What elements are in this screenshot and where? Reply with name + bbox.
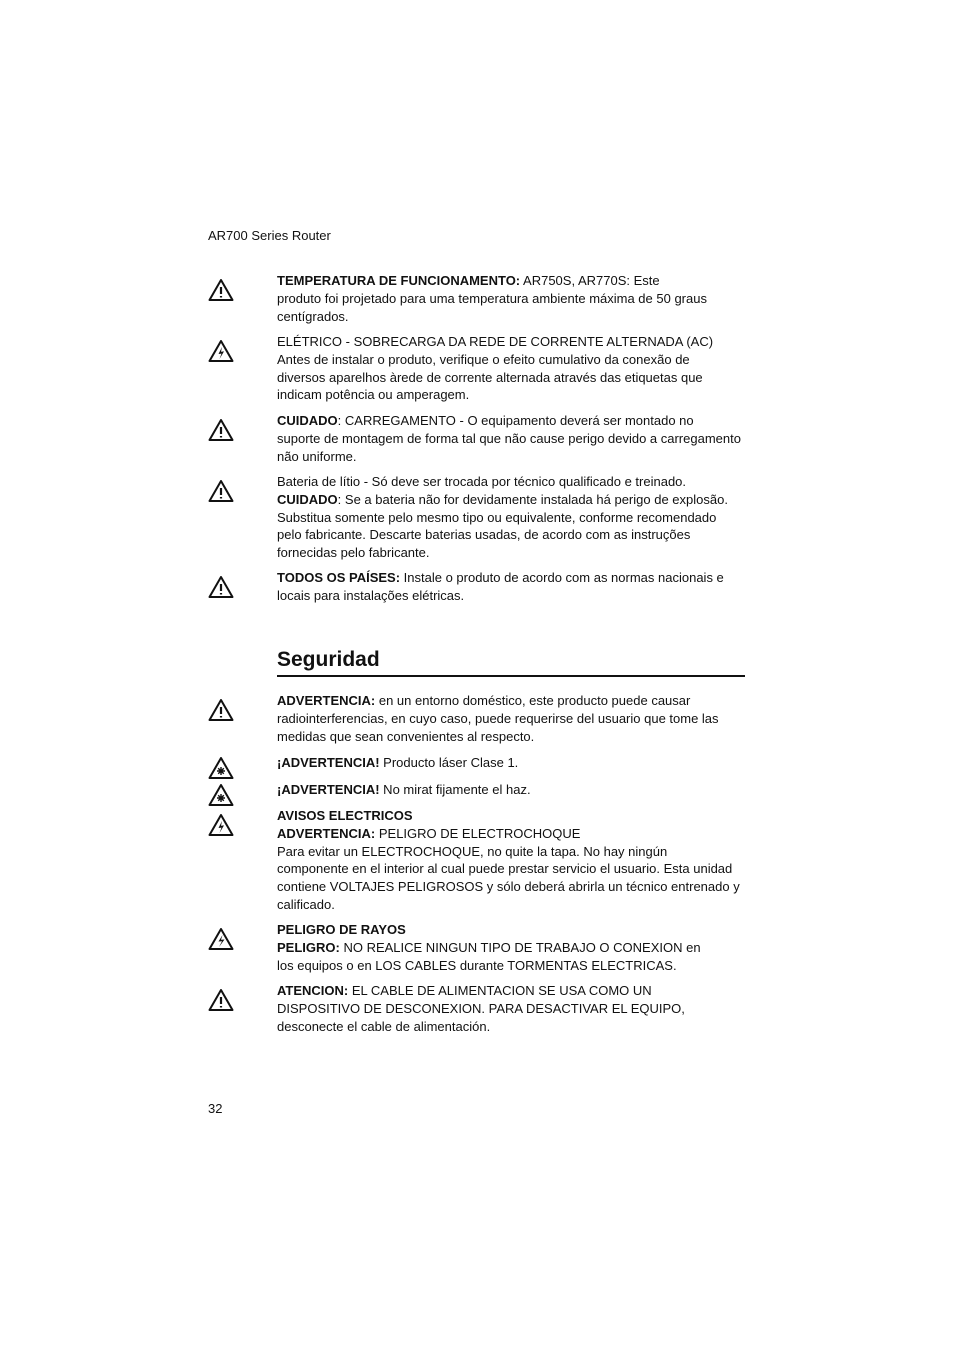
warning-text [277, 473, 747, 562]
warning-label: CUIDADO [277, 413, 338, 428]
warning-body: centígrados. [277, 308, 349, 324]
warning-item [208, 754, 748, 776]
warning-body: No mirat fijamente el haz. [379, 782, 531, 797]
warning-line [277, 569, 747, 587]
warning-body: radiointerferencias, en cuyo caso, puede requerirse del usuario que tome las [277, 710, 719, 726]
warning-body: desconecte el cable de alimentación. [277, 1018, 491, 1034]
warning-line [277, 692, 747, 710]
warning-text [277, 569, 747, 605]
warning-line [277, 412, 747, 430]
warning-triangle-icon [208, 575, 234, 599]
warning-triangle-icon [208, 988, 234, 1012]
warning-body: contiene VOLTAJES PELIGROSOS y sólo deberá abrirla un técnico entrenado y [277, 879, 740, 895]
warning-label: ¡ADVERTENCIA! [277, 782, 380, 797]
warning-line [277, 921, 747, 939]
warning-line [277, 386, 747, 404]
warning-label: ¡ADVERTENCIA! [277, 755, 380, 770]
warning-body: não uniforme. [277, 448, 357, 464]
warning-body: NO REALICE NINGUN TIPO DE TRABAJO O CONEXION en [339, 939, 701, 955]
warning-line [277, 781, 747, 799]
warning-line [277, 982, 747, 1000]
warning-item [208, 272, 748, 328]
warning-line [277, 843, 747, 861]
warning-body: ELÉTRICO - SOBRECARGA DA REDE DE CORRENTE ALTERNADA (AC) [277, 334, 714, 349]
warning-line [277, 290, 747, 308]
warning-text [277, 692, 747, 745]
warning-item [208, 807, 748, 917]
warning-line [277, 272, 747, 290]
warning-body: : Se a bateria não for devidamente instalada há perigo de explosão. [337, 491, 728, 507]
warning-label: TODOS OS PAÍSES: [277, 570, 401, 585]
warning-line [277, 448, 747, 466]
warning-body: componente en el interior al cual puede prestar servicio el usuario. Esta unidad [277, 861, 733, 877]
warning-body: AR750S, AR770S: Este [520, 273, 660, 288]
warning-label: TEMPERATURA DE FUNCIONAMENTO: [277, 273, 521, 288]
section-title-seguridad: Seguridad [277, 648, 745, 677]
warning-item [208, 982, 748, 1038]
warning-label: ADVERTENCIA: [277, 693, 376, 708]
warning-body: diversos aparelhos àrede de corrente alternada através das etiquetas que [277, 369, 703, 385]
warning-line [277, 860, 747, 878]
warning-label: ATENCION: [277, 983, 349, 998]
warning-item [208, 412, 748, 468]
warning-line [277, 526, 747, 544]
warning-line [277, 896, 747, 914]
warning-line [277, 710, 747, 728]
laser-warning-triangle-icon [208, 756, 234, 780]
warning-item [208, 473, 748, 565]
warning-body: Antes de instalar o produto, verifique o efeito cumulativo da conexão de [277, 351, 690, 367]
warning-body: Bateria de lítio - Só deve ser trocada por técnico qualificado e treinado. [277, 474, 687, 489]
warning-line [277, 351, 747, 369]
warning-line [277, 807, 747, 825]
page-number: 32 [208, 1101, 223, 1116]
warning-line [277, 430, 747, 448]
warning-line [277, 491, 747, 509]
warning-line [277, 939, 747, 957]
warning-body: pelo fabricante. Descarte baterias usadas, de acordo com as instruções [277, 527, 691, 543]
warning-label: CUIDADO [277, 491, 338, 507]
warning-text [277, 412, 747, 465]
warning-line [277, 728, 747, 746]
warning-body: Para evitar un ELECTROCHOQUE, no quite la tapa. No hay ningún [277, 843, 668, 859]
warning-line [277, 957, 747, 975]
warning-body: los equipos o en LOS CABLES durante TORMENTAS ELECTRICAS. [277, 957, 677, 973]
warning-item [208, 692, 748, 748]
electrical-warning-triangle-icon [208, 813, 234, 837]
warning-line [277, 473, 747, 491]
laser-warning-triangle-icon [208, 783, 234, 807]
warning-body: indicam potência ou amperagem. [277, 387, 470, 403]
warning-line [277, 544, 747, 562]
warning-text [277, 333, 747, 404]
warning-body: locais para instalações elétricas. [277, 587, 465, 603]
warning-label: PELIGRO: [277, 939, 340, 955]
running-header: AR700 Series Router [208, 228, 331, 243]
warning-body: produto foi projetado para uma temperatura ambiente máxima de 50 graus [277, 290, 707, 306]
warning-body: suporte de montagem de forma tal que não cause perigo devido a carregamento [277, 430, 741, 446]
warning-label: ADVERTENCIA: [277, 825, 376, 841]
warning-body: DISPOSITIVO DE DESCONEXION. PARA DESACTIVAR EL EQUIPO, [277, 1000, 685, 1016]
warning-line [277, 308, 747, 326]
warning-line [277, 825, 747, 843]
warning-text [277, 272, 747, 325]
warning-item [208, 333, 748, 407]
warning-text [277, 754, 747, 772]
warning-line [277, 509, 747, 527]
lightning-warning-triangle-icon [208, 927, 234, 951]
warning-text [277, 921, 747, 974]
warning-line [277, 369, 747, 387]
warning-body: : CARREGAMENTO - O equipamento deverá ser montado no [337, 413, 694, 428]
warning-triangle-icon [208, 278, 234, 302]
warning-item [208, 569, 748, 607]
warning-text [277, 982, 747, 1035]
warning-triangle-icon [208, 418, 234, 442]
warning-item [208, 921, 748, 977]
warning-line [277, 1018, 747, 1036]
warning-label: PELIGRO DE RAYOS [277, 922, 406, 937]
warning-text [277, 781, 747, 799]
warning-line [277, 587, 747, 605]
warning-body: fornecidas pelo fabricante. [277, 545, 430, 561]
warning-body: EL CABLE DE ALIMENTACION SE USA COMO UN [348, 983, 652, 998]
warning-body: Substitua somente pelo mesmo tipo ou equivalente, conforme recomendado [277, 509, 717, 525]
warning-body: calificado. [277, 896, 335, 912]
electrical-warning-triangle-icon [208, 339, 234, 363]
warning-body: Producto láser Clase 1. [379, 755, 519, 770]
warning-body: medidas que sean convenientes al respecto. [277, 728, 535, 744]
warning-line [277, 878, 747, 896]
warning-line [277, 754, 747, 772]
warning-body: Instale o produto de acordo com as normas nacionais e [400, 570, 724, 585]
warning-text [277, 807, 747, 914]
warning-line [277, 333, 747, 351]
warning-triangle-icon [208, 479, 234, 503]
warning-body: PELIGRO DE ELECTROCHOQUE [375, 825, 581, 841]
warning-line [277, 1000, 747, 1018]
warning-item [208, 781, 748, 803]
warning-label: AVISOS ELECTRICOS [277, 808, 413, 823]
warning-body: en un entorno doméstico, este producto puede causar [375, 693, 691, 708]
warning-triangle-icon [208, 698, 234, 722]
